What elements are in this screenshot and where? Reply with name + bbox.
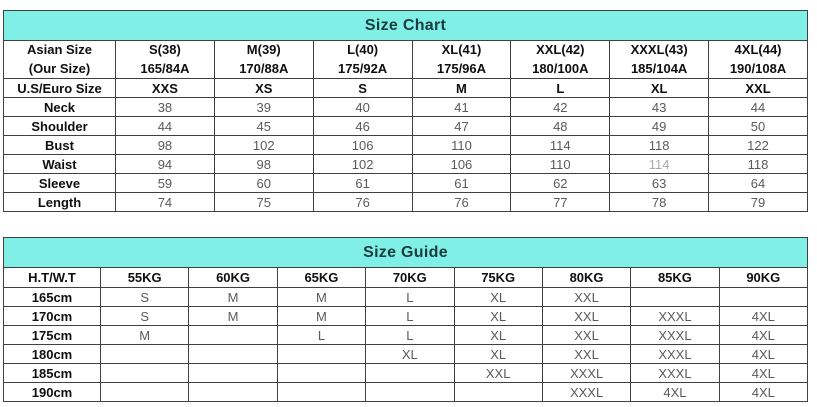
table-cell: 64 <box>709 174 808 193</box>
table-row <box>4 345 808 364</box>
table-row <box>4 136 808 155</box>
table-cell: XXL <box>709 79 808 98</box>
table-cell <box>189 383 277 402</box>
table-cell <box>277 345 365 364</box>
table-cell: XXXL <box>631 345 719 364</box>
column-header: XXL(42) 180/100A <box>511 41 610 79</box>
table-row <box>4 117 808 136</box>
table-cell: 4XL <box>719 345 807 364</box>
row-label: Neck <box>4 98 116 117</box>
table-cell: 118 <box>610 136 709 155</box>
column-header: 55KG <box>101 268 189 288</box>
row-label: Waist <box>4 155 116 174</box>
table-row <box>4 326 808 345</box>
table-cell: M <box>189 288 277 307</box>
table-cell: XXXL <box>631 307 719 326</box>
table-cell: 40 <box>313 98 412 117</box>
column-header: XXXL(43) 185/104A <box>610 41 709 79</box>
row-label: Sleeve <box>4 174 116 193</box>
table-cell: XXXL <box>542 364 630 383</box>
table-cell: 74 <box>116 193 215 212</box>
table-cell: XXXL <box>631 326 719 345</box>
table-cell <box>277 364 365 383</box>
table-cell <box>101 364 189 383</box>
row-label: 175cm <box>4 326 101 345</box>
table-cell: M <box>277 307 365 326</box>
table-cell: XXL <box>454 364 542 383</box>
table-cell: 102 <box>214 136 313 155</box>
table-cell <box>454 383 542 402</box>
table-cell: 114 <box>511 136 610 155</box>
table-cell: 110 <box>511 155 610 174</box>
table-cell: 42 <box>511 98 610 117</box>
row-label: Bust <box>4 136 116 155</box>
size-chart-body <box>4 11 808 212</box>
table-cell: 41 <box>412 98 511 117</box>
table-cell: L <box>366 307 454 326</box>
table-cell: 106 <box>313 136 412 155</box>
row-label: 185cm <box>4 364 101 383</box>
table-cell <box>101 345 189 364</box>
table-cell: 48 <box>511 117 610 136</box>
table-cell: M <box>412 79 511 98</box>
table-cell: 98 <box>116 136 215 155</box>
row-label: Shoulder <box>4 117 116 136</box>
table-cell: XXXL <box>631 364 719 383</box>
table-cell: 63 <box>610 174 709 193</box>
row-label: 180cm <box>4 345 101 364</box>
table-cell: 76 <box>412 193 511 212</box>
table-cell: XXS <box>116 79 215 98</box>
table-row <box>4 79 808 98</box>
table-cell: 94 <box>116 155 215 174</box>
row-label: Length <box>4 193 116 212</box>
table-cell <box>189 364 277 383</box>
table-cell: 75 <box>214 193 313 212</box>
table-cell: 102 <box>313 155 412 174</box>
table-cell: 77 <box>511 193 610 212</box>
table-cell: 43 <box>610 98 709 117</box>
table-row <box>4 288 808 307</box>
row-label: 170cm <box>4 307 101 326</box>
table-row <box>4 155 808 174</box>
column-header: 90KG <box>719 268 807 288</box>
table-row <box>4 364 808 383</box>
table-cell: 76 <box>313 193 412 212</box>
size-guide-title: Size Guide <box>4 238 808 268</box>
table-cell <box>101 383 189 402</box>
table-cell: 118 <box>709 155 808 174</box>
table-cell: 45 <box>214 117 313 136</box>
size-chart-table <box>3 10 808 212</box>
table-cell <box>277 383 365 402</box>
table-cell: M <box>101 326 189 345</box>
row-label: Asian Size (Our Size) <box>4 41 116 79</box>
table-row <box>4 307 808 326</box>
table-cell: 114 <box>610 155 709 174</box>
table-cell: XXL <box>542 345 630 364</box>
table-row <box>4 174 808 193</box>
column-header: 65KG <box>277 268 365 288</box>
table-cell: 38 <box>116 98 215 117</box>
table-cell: XL <box>454 307 542 326</box>
table-cell: 50 <box>709 117 808 136</box>
column-header: 70KG <box>366 268 454 288</box>
table-cell: 106 <box>412 155 511 174</box>
table-cell <box>189 326 277 345</box>
table-cell: 4XL <box>719 383 807 402</box>
table-cell: 60 <box>214 174 313 193</box>
table-cell: S <box>101 307 189 326</box>
table-cell: XS <box>214 79 313 98</box>
table-cell: 122 <box>709 136 808 155</box>
table-cell <box>366 383 454 402</box>
table-cell: M <box>189 307 277 326</box>
table-cell: 98 <box>214 155 313 174</box>
table-cell: L <box>366 288 454 307</box>
table-cell: XXXL <box>542 383 630 402</box>
table-cell: XXL <box>542 307 630 326</box>
table-cell: 46 <box>313 117 412 136</box>
row-label: 165cm <box>4 288 101 307</box>
column-header: 4XL(44) 190/108A <box>709 41 808 79</box>
table-cell: 62 <box>511 174 610 193</box>
size-chart-title: Size Chart <box>4 11 808 41</box>
table-cell: XL <box>366 345 454 364</box>
table-cell: 4XL <box>719 307 807 326</box>
size-guide-body <box>4 238 808 402</box>
table-cell: 59 <box>116 174 215 193</box>
table-cell: S <box>313 79 412 98</box>
column-header: 60KG <box>189 268 277 288</box>
table-cell: 44 <box>709 98 808 117</box>
size-guide-header-row <box>4 268 808 288</box>
table-cell: 79 <box>709 193 808 212</box>
table-cell <box>189 345 277 364</box>
table-cell: 78 <box>610 193 709 212</box>
table-cell <box>719 288 807 307</box>
size-guide-table <box>3 237 808 402</box>
table-cell: 44 <box>116 117 215 136</box>
table-cell: L <box>277 326 365 345</box>
table-cell: XL <box>454 345 542 364</box>
table-row <box>4 193 808 212</box>
table-cell: 4XL <box>719 326 807 345</box>
table-cell: L <box>511 79 610 98</box>
table-cell: M <box>277 288 365 307</box>
table-cell: 47 <box>412 117 511 136</box>
column-header: S(38) 165/84A <box>116 41 215 79</box>
column-header: XL(41) 175/96A <box>412 41 511 79</box>
table-cell: XXL <box>542 326 630 345</box>
table-cell: 49 <box>610 117 709 136</box>
row-label: U.S/Euro Size <box>4 79 116 98</box>
table-cell: XL <box>454 288 542 307</box>
table-cell: 61 <box>412 174 511 193</box>
size-chart-title-row <box>4 11 808 41</box>
table-cell: 4XL <box>719 364 807 383</box>
size-chart-header-row <box>4 41 808 79</box>
column-header: M(39) 170/88A <box>214 41 313 79</box>
table-cell: XXL <box>542 288 630 307</box>
column-header: L(40) 175/92A <box>313 41 412 79</box>
table-cell <box>366 364 454 383</box>
table-cell: S <box>101 288 189 307</box>
row-label-header: H.T/W.T <box>4 268 101 288</box>
table-cell: XL <box>454 326 542 345</box>
row-label: 190cm <box>4 383 101 402</box>
column-header: 75KG <box>454 268 542 288</box>
table-cell <box>631 288 719 307</box>
table-row <box>4 383 808 402</box>
table-cell: L <box>366 326 454 345</box>
table-cell: 110 <box>412 136 511 155</box>
column-header: 85KG <box>631 268 719 288</box>
column-header: 80KG <box>542 268 630 288</box>
table-row <box>4 98 808 117</box>
table-cell: 61 <box>313 174 412 193</box>
table-cell: 39 <box>214 98 313 117</box>
table-cell: 4XL <box>631 383 719 402</box>
table-cell: XL <box>610 79 709 98</box>
size-guide-title-row <box>4 238 808 268</box>
